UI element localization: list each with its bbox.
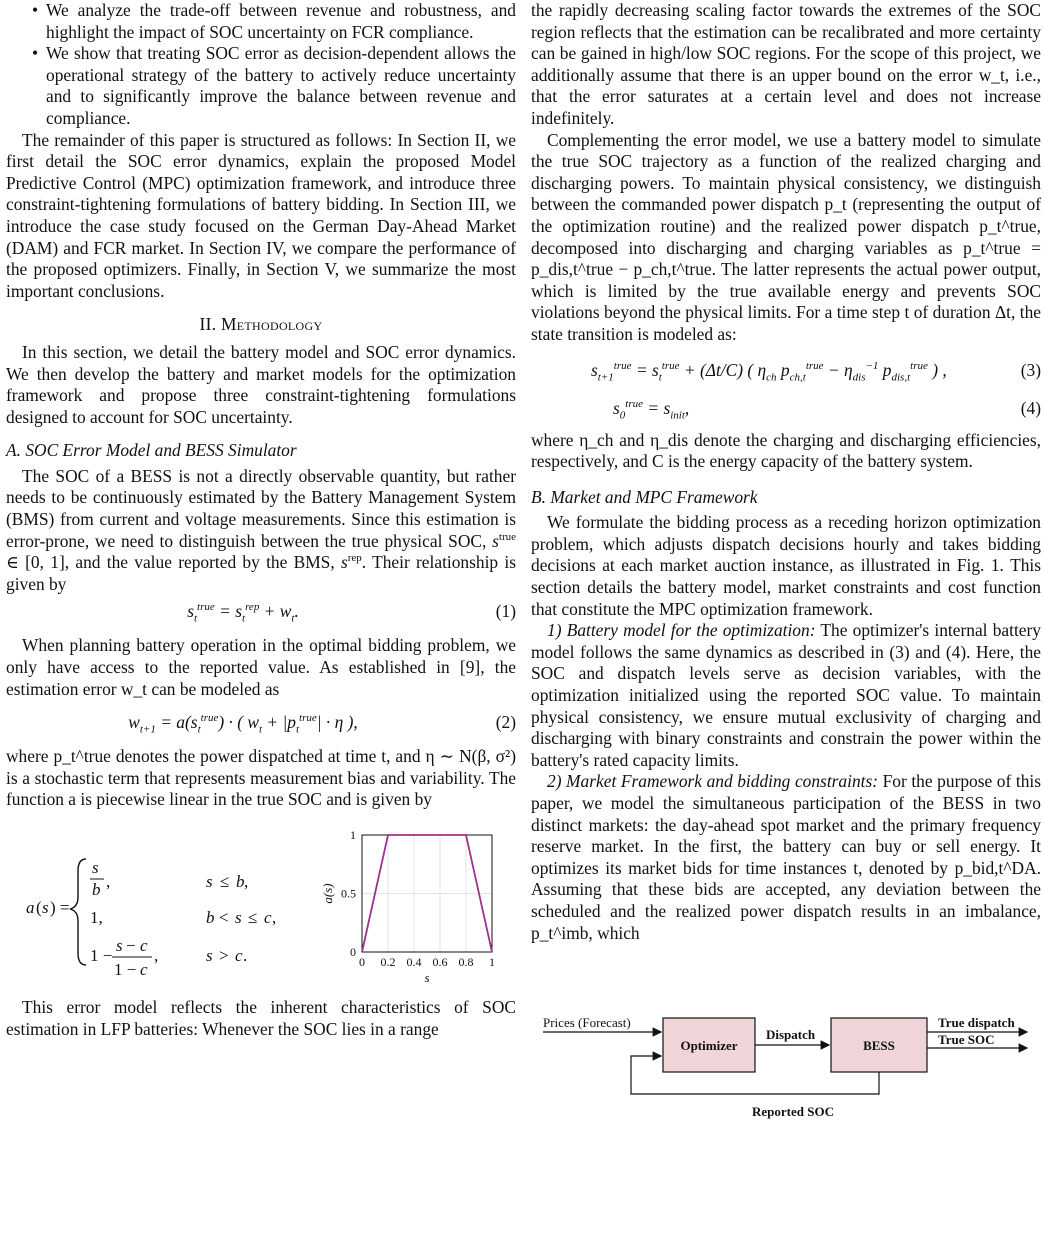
piecewise-equation	[26, 858, 276, 979]
svg-text:c: c	[235, 946, 243, 965]
y-tick-label: 0.5	[341, 886, 356, 901]
subsection-heading: A. SOC Error Model and BESS Simulator	[6, 440, 297, 461]
prices-label: Prices (Forecast)	[543, 1015, 631, 1030]
svg-text:1 −: 1 −	[114, 960, 137, 979]
true-soc-label: True SOC	[938, 1032, 995, 1047]
piecewise-plot	[320, 828, 495, 985]
svg-text:s: s	[116, 936, 123, 955]
equation-2: $w_{t+1} = a(s_t^{true})$ · ( $w_t + |p_t^{true}| \cdot \eta$ ), (2)	[128, 712, 516, 736]
dispatch-label: Dispatch	[766, 1027, 816, 1042]
reported-soc-label: Reported SOC	[752, 1104, 834, 1119]
mpc-block-diagram	[531, 1010, 1041, 1230]
list-item: • We show that treating SOC error as decision-dependent allows the operational strategy of the battery to actively reduce uncertainty and to significantly improve the balance between revenue and compliance.	[6, 43, 516, 129]
svg-text:s: s	[42, 898, 49, 917]
svg-text:,: ,	[272, 908, 277, 927]
svg-text:s: s	[235, 908, 242, 927]
y-axis-label: a(s)	[320, 883, 335, 904]
paragraph: When planning battery operation in the optimal bidding problem, we only have access to the reported value. As established in [9], the estimation error w_t can be modeled as	[6, 635, 516, 699]
svg-text:b: b	[236, 872, 245, 891]
equation-3: $s_{t+1}^{true} = s_t^{true} + (\Delta t/C)$ ( $\eta_{ch}$ $p_{ch,t}^{true} - \eta_{dis}^{-1}$ $p_{dis,t}^{true}$ ) , (3)	[591, 359, 1041, 383]
x-tick-label: 1	[489, 955, 495, 969]
svg-text:≤: ≤	[220, 872, 230, 891]
paragraph: the rapidly decreasing scaling factor towards the extremes of the SOC region reflects that the estimation can be recalibrated and more certainty can be gained in high/low SOC regions. For the scope of this project, we additionally assume that there is an upper bound on the error w_t, i.e., that the error saturates at a certain level and does not increase indefinitely.	[531, 0, 1041, 128]
section-heading: II. Methodology	[199, 314, 323, 335]
paragraph: where η_ch and η_dis denote the charging and discharging efficiencies, respectively, and C is the energy capacity of the battery system.	[531, 429, 1041, 472]
piecewise-definition	[6, 811, 516, 987]
svg-text:b: b	[206, 908, 215, 927]
list-item: • We analyze the trade-off between revenue and robustness, and highlight the impact of SOC uncertainty on FCR compliance.	[6, 0, 516, 43]
y-tick-label: 1	[350, 828, 356, 842]
svg-text:(: (	[36, 898, 42, 917]
piecewise-figure	[6, 811, 516, 987]
x-tick-label: 0	[359, 955, 365, 969]
svg-text:,: ,	[106, 872, 111, 891]
svg-text:a: a	[26, 898, 35, 917]
subsection-heading: B. Market and MPC Framework	[531, 486, 758, 507]
svg-text:s: s	[206, 872, 213, 891]
x-tick-label: 0.2	[380, 955, 396, 969]
svg-text:c: c	[264, 908, 272, 927]
paragraph: 1) Battery model for the optimization: The optimizer's internal battery model follows the same dynamics as described in (3) and (4). Here, the SOC and dispatch levels serve as decision variables, with the optimization initialized using the reported SOC value. To maintain physical consistency, we ensure mutual exclusivity of charging and discharging with binary constraints and constrain the power within the battery's rated capacity limits.	[531, 620, 1041, 770]
svg-text:c: c	[140, 960, 148, 979]
optimizer-label: Optimizer	[680, 1038, 738, 1053]
paragraph: where p_t^true denotes the power dispatched at time t, and η ∼ N(β, σ²) is a stochastic term that represents measurement bias and variability. The function a is piecewise linear in the true SOC and is given by	[6, 746, 516, 810]
paragraph: 2) Market Framework and bidding constraints: For the purpose of this paper, we model the simultaneous participation of the BESS in two distinct markets: the day-ahead spot market and the primary frequency reserve market. In the first, the battery can buy or sell energy. It optimizes its market bids for time instances t, denoted by p_bid,t^DA. Assuming that these bids are accepted, any deviation between the scheduled and the realized power dispatch results in an imbalance, p_t^imb, which	[531, 771, 1041, 943]
contribution-list	[6, 0, 516, 130]
y-tick-label: 0	[350, 945, 356, 959]
x-tick-label: 0.8	[458, 955, 474, 969]
svg-text:s: s	[92, 858, 99, 877]
svg-text:>: >	[219, 946, 229, 965]
svg-text:b: b	[92, 880, 101, 899]
svg-text:) =: ) =	[50, 898, 70, 917]
svg-text:−: −	[126, 936, 136, 955]
left-column	[6, 0, 516, 1040]
svg-text:≤: ≤	[248, 908, 258, 927]
x-tick-label: 0.4	[406, 955, 422, 969]
paragraph: In this section, we detail the battery model and SOC error dynamics. We then develop the battery and market models for the optimization framework and propose three constraint-tightening formulations designed to account for SOC uncertainty.	[6, 341, 516, 427]
paragraph: This error model reflects the inherent characteristics of SOC estimation in LFP batteries: Whenever the SOC lies in a range	[6, 997, 516, 1039]
svg-text:1 −: 1 −	[90, 946, 113, 965]
x-axis-label: s	[424, 970, 430, 985]
equation-1: $s_t^{true} = s_t^{rep} + w_t$. (1)	[187, 601, 516, 625]
svg-text:s: s	[206, 946, 213, 965]
right-column	[531, 0, 1041, 944]
svg-text:.: .	[243, 946, 248, 965]
paragraph: The SOC of a BESS is not a directly observable quantity, but rather needs to be continuously estimated by the Battery Management System (BMS) from current and voltage measurements. Since this estimation is error-prone, we need to distinguish between the true physical SOC, $s^{true}$ ∈ [0, 1], and the value reported by the BMS, $s^{rep}$. Their relationship is given by	[6, 465, 516, 594]
equation-4: $s_0^{true} = s_{init}$, (4)	[613, 397, 1041, 421]
paragraph: We formulate the bidding process as a receding horizon optimization problem, which adjusts dispatch decisions hourly and takes bidding decisions at each market auction instance, as illustrated in Fig. 1. This section details the battery model, market constraints and cost function that constitute the MPC optimization framework.	[531, 512, 1041, 619]
svg-text:1,: 1,	[90, 908, 103, 927]
svg-text:<: <	[219, 908, 229, 927]
x-tick-label: 0.6	[432, 955, 448, 969]
paragraph: Complementing the error model, we use a battery model to simulate the true SOC trajectory as a function of the realized charging and discharging powers. To maintain physical consistency, we distinguish between the commanded power dispatch p_t (representing the output of the optimization routine) and the realized power dispatch p_t^true, decomposed into discharging and charging variables as p_t^true = p_dis,t^true − p_ch,t^true. The latter represents the actual power output, which is limited by the true available energy and prevents SOC violations beyond the physical limits. For a time step t of duration Δt, the state transition is modeled as:	[531, 129, 1041, 344]
bess-label: BESS	[863, 1038, 895, 1053]
svg-text:,: ,	[154, 946, 159, 965]
paragraph: The remainder of this paper is structured as follows: In Section II, we first detail the SOC error dynamics, explain the proposed Model Predictive Control (MPC) optimization framework, and introduce three constraint-tightening formulations of battery bidding. In Section III, we introduce the case study focused on the German Day-Ahead Market (DAM) and FCR market. In Section IV, we compare the performance of the proposed optimizers. Finally, in Section V, we summarize the most important conclusions.	[6, 129, 516, 301]
svg-text:c: c	[140, 936, 148, 955]
svg-text:,: ,	[244, 872, 249, 891]
true-dispatch-label: True dispatch	[938, 1015, 1015, 1030]
